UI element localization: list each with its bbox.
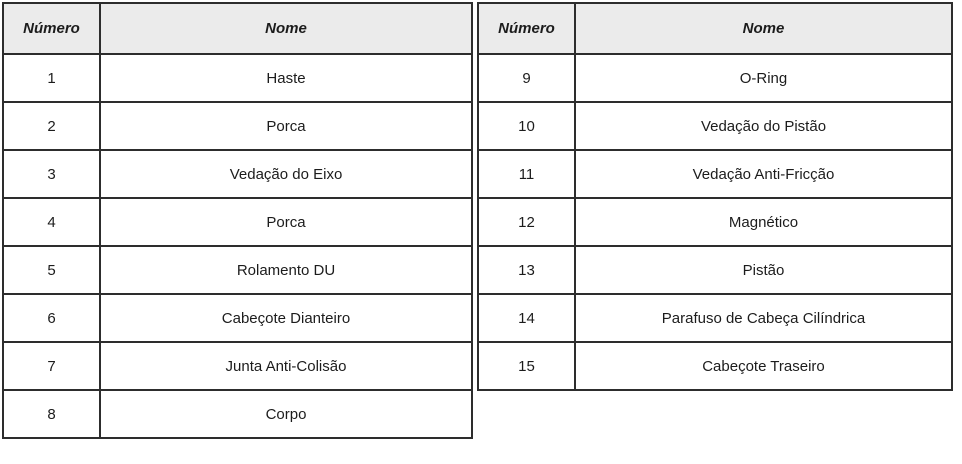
numero-cell: 5: [3, 246, 100, 294]
numero-cell: 15: [478, 342, 575, 390]
table-row: [3, 150, 472, 198]
table-row: [3, 390, 472, 438]
numero-cell: 8: [3, 390, 100, 438]
numero-cell: 14: [478, 294, 575, 342]
nome-cell: Porca: [100, 102, 472, 150]
table-row: [3, 54, 472, 102]
numero-cell: 11: [478, 150, 575, 198]
nome-cell: Junta Anti-Colisão: [100, 342, 472, 390]
table-row: [3, 294, 472, 342]
nome-column-header: Nome: [100, 3, 472, 54]
nome-cell: O-Ring: [575, 54, 952, 102]
table-row: [3, 102, 472, 150]
numero-cell: 12: [478, 198, 575, 246]
numero-column-header: Número: [478, 3, 575, 54]
nome-cell: Vedação Anti-Fricção: [575, 150, 952, 198]
table-row: [478, 54, 952, 102]
numero-cell: 4: [3, 198, 100, 246]
nome-cell: Parafuso de Cabeça Cilíndrica: [575, 294, 952, 342]
nome-cell: Vedação do Eixo: [100, 150, 472, 198]
nome-cell: Magnético: [575, 198, 952, 246]
nome-cell: Cabeçote Traseiro: [575, 342, 952, 390]
table-row: [478, 246, 952, 294]
nome-column-header: Nome: [575, 3, 952, 54]
numero-cell: 6: [3, 294, 100, 342]
numero-cell: 13: [478, 246, 575, 294]
header-row: [3, 3, 472, 54]
table-row: [478, 342, 952, 390]
numero-cell: 9: [478, 54, 575, 102]
numero-cell: 7: [3, 342, 100, 390]
nome-cell: Pistão: [575, 246, 952, 294]
numero-cell: 2: [3, 102, 100, 150]
numero-cell: 1: [3, 54, 100, 102]
parts-table-left: [2, 2, 473, 439]
table-row: [478, 150, 952, 198]
table-row: [478, 294, 952, 342]
nome-cell: Rolamento DU: [100, 246, 472, 294]
table-row: [478, 198, 952, 246]
table-row: [3, 246, 472, 294]
numero-cell: 3: [3, 150, 100, 198]
header-row: [478, 3, 952, 54]
parts-table-right: [477, 2, 953, 391]
numero-column-header: Número: [3, 3, 100, 54]
numero-cell: 10: [478, 102, 575, 150]
nome-cell: Porca: [100, 198, 472, 246]
table-row: [3, 198, 472, 246]
nome-cell: Vedação do Pistão: [575, 102, 952, 150]
table-row: [3, 342, 472, 390]
nome-cell: Haste: [100, 54, 472, 102]
nome-cell: Cabeçote Dianteiro: [100, 294, 472, 342]
nome-cell: Corpo: [100, 390, 472, 438]
table-row: [478, 102, 952, 150]
